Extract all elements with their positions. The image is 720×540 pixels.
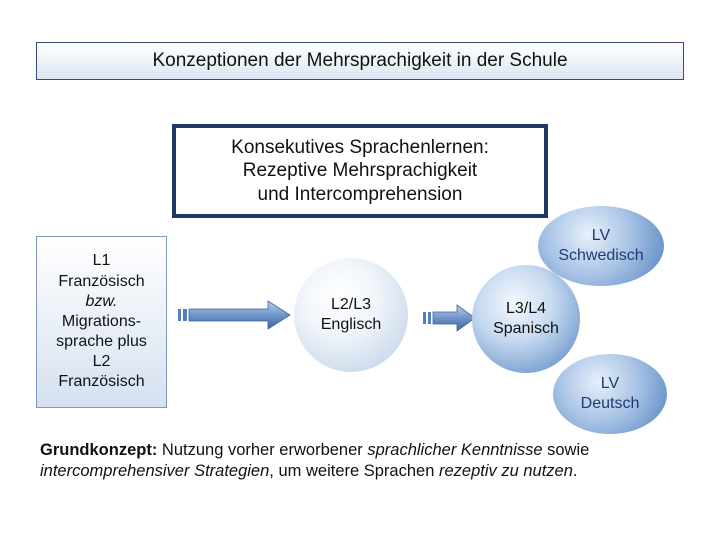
l1-line-6: L2 xyxy=(92,353,111,371)
grundkonzept-label: Grundkonzept: xyxy=(40,441,158,459)
grundkonzept-italic-2: intercomprehensiver Strategien xyxy=(40,462,270,481)
grundkonzept-text xyxy=(40,440,680,483)
grundkonzept-text-3: , um weitere Sprachen xyxy=(269,462,439,481)
node-l2-line-2: Englisch xyxy=(320,316,382,333)
concept-box xyxy=(172,124,548,218)
node-lv-deutsch-line-2: Deutsch xyxy=(580,395,640,412)
grundkonzept-text-2: sowie xyxy=(542,441,590,459)
node-l2-englisch xyxy=(294,258,408,372)
concept-line-2: Rezeptive Mehrsprachigkeit xyxy=(242,160,478,182)
l1-line-7: Französisch xyxy=(58,373,145,391)
l1-box xyxy=(36,236,167,408)
grundkonzept-italic-3: rezeptiv zu nutzen xyxy=(438,462,573,481)
concept-line-3: und Intercomprehension xyxy=(257,183,463,205)
node-lv-deutsch xyxy=(553,354,667,434)
l1-line-4: Migrations- xyxy=(61,312,142,330)
node-l2-line-1: L2/L3 xyxy=(330,296,372,313)
title-box xyxy=(36,42,684,80)
l1-line-2: Französisch xyxy=(58,272,145,290)
node-lv-deutsch-line-1: LV xyxy=(600,375,620,392)
page-title: Konzeptionen der Mehrsprachigkeit in der Schule xyxy=(152,50,568,71)
arrow-2 xyxy=(421,302,477,334)
node-l3-line-2: Spanisch xyxy=(493,320,559,337)
grundkonzept-italic-1: sprachlicher Kenntnisse xyxy=(367,441,543,459)
l1-line-1: L1 xyxy=(92,252,111,270)
grundkonzept-text-1: Nutzung vorher erworbener xyxy=(157,441,368,459)
concept-line-1: Konsekutives Sprachenlernen: xyxy=(231,137,489,159)
arrow-1 xyxy=(176,298,292,332)
l1-line-3: bzw. xyxy=(85,292,118,310)
node-lv-schwedisch-line-1: LV xyxy=(591,227,611,244)
node-l3-line-1: L3/L4 xyxy=(505,300,547,317)
node-lv-schwedisch-line-2: Schwedisch xyxy=(558,247,644,264)
grundkonzept-text-4: . xyxy=(572,462,578,481)
node-l3-spanisch xyxy=(472,265,580,373)
l1-line-5: sprache plus xyxy=(56,333,147,351)
